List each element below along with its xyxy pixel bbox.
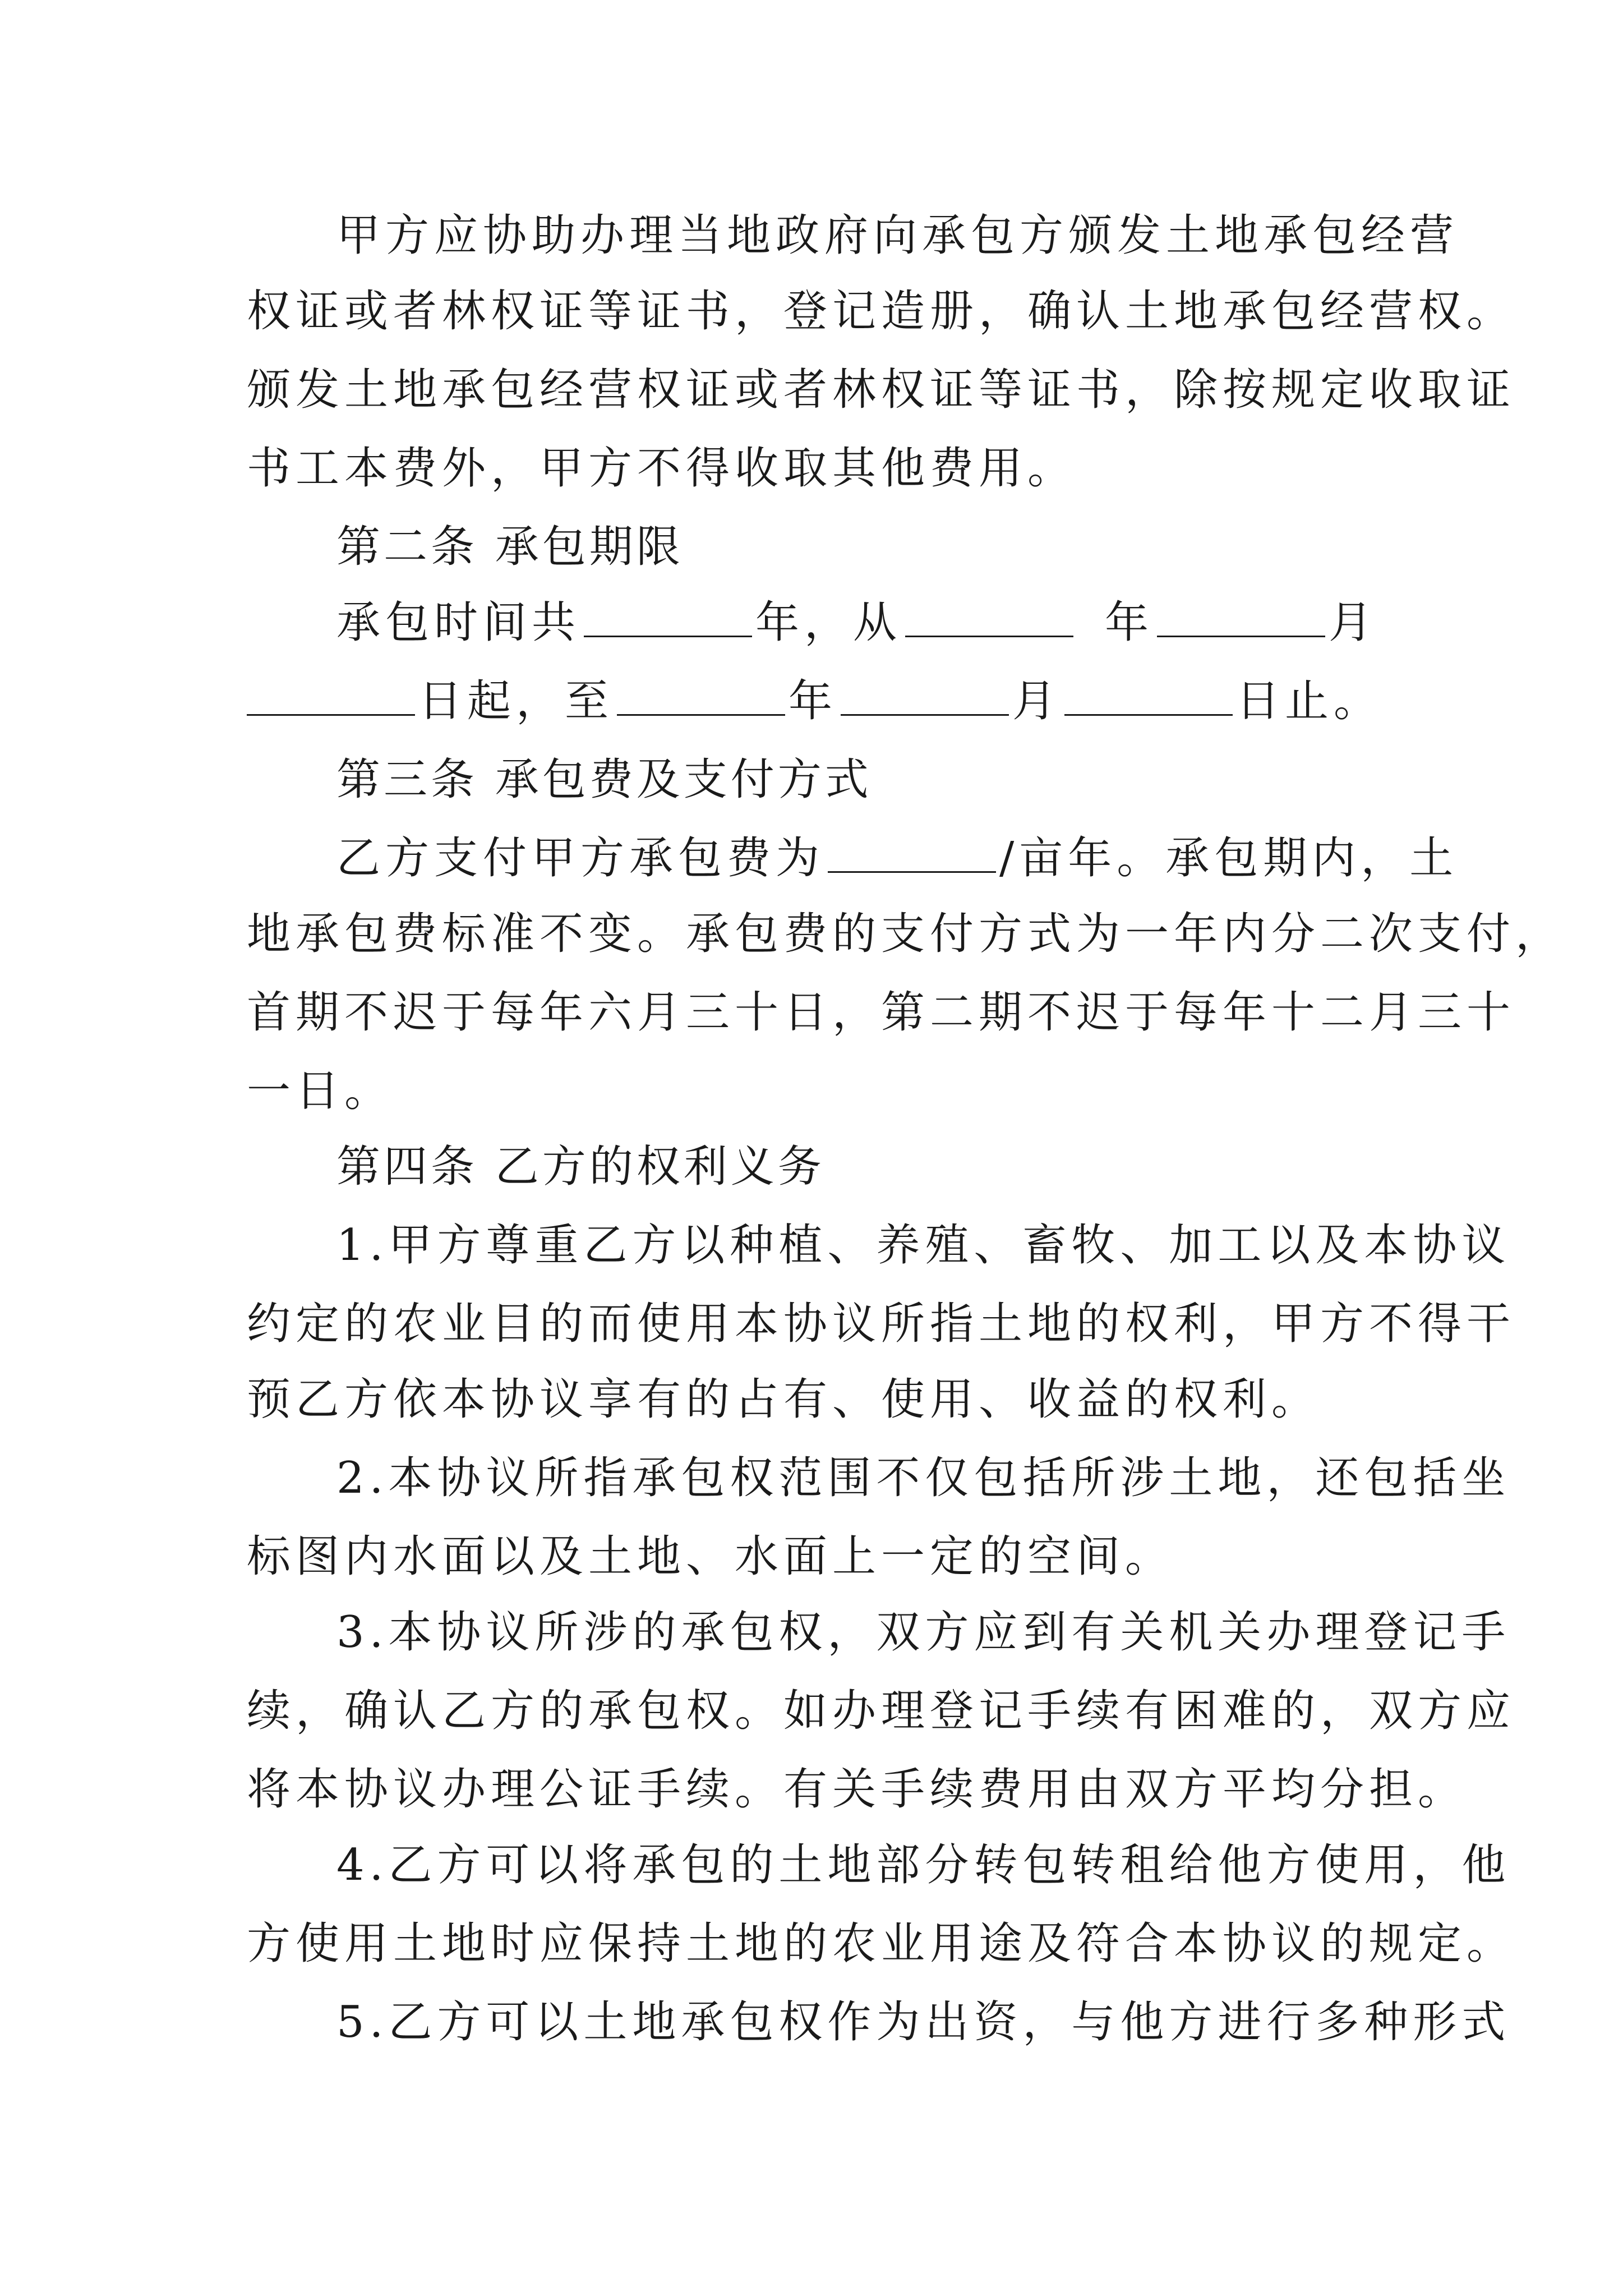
paragraph-line: 甲方应协助办理当地政府向承包方颁发土地承包经营 (336, 210, 1459, 261)
blank-field[interactable] (828, 832, 996, 873)
paragraph-line: 颁发土地承包经营权证或者林权证等证书，除按规定收取证 (247, 365, 1516, 415)
term-text: 日起，至 (418, 676, 614, 726)
term-line-2 (247, 673, 1382, 729)
paragraph-line: 将本协议办理公证手续。有关手续费用由双方平均分担。 (247, 1764, 1467, 1815)
term-text: 年，从 (755, 597, 902, 648)
term-text: 日止。 (1236, 676, 1383, 726)
term-text: 承包时间共 (336, 597, 581, 648)
term-text: 年 (1105, 597, 1154, 648)
term-text: 月 (1329, 597, 1378, 648)
paragraph-line: 1.甲方尊重乙方以种植、养殖、畜牧、加工以及本协议 (336, 1220, 1511, 1271)
section-heading: 第二条 承包期限 (336, 522, 684, 572)
paragraph-line: 一日。 (247, 1066, 394, 1116)
paragraph-line: 3.本协议所涉的承包权，双方应到有关机关办理登记手 (336, 1607, 1511, 1658)
blank-field[interactable] (905, 596, 1073, 637)
fee-line (336, 830, 1458, 886)
paragraph-line: 地承包费标准不变。承包费的支付方式为一年内分二次支付， (247, 909, 1565, 959)
blank-field[interactable] (247, 675, 415, 716)
blank-field[interactable] (1064, 675, 1233, 716)
blank-field[interactable] (584, 596, 752, 637)
blank-field[interactable] (1157, 596, 1325, 637)
paragraph-line: 2.本协议所指承包权范围不仅包括所涉土地，还包括坐 (336, 1453, 1511, 1503)
blank-field[interactable] (617, 675, 785, 716)
paragraph-line: 预乙方依本协议享有的占有、使用、收益的权利。 (247, 1374, 1321, 1425)
paragraph-line: 约定的农业目的而使用本协议所指土地的权利，甲方不得干 (247, 1299, 1516, 1349)
paragraph-line: 方使用土地时应保持土地的农业用途及符合本协议的规定。 (247, 1918, 1516, 1969)
term-text: 月 (1012, 676, 1062, 726)
paragraph-line: 权证或者林权证等证书，登记造册，确认土地承包经营权。 (247, 286, 1516, 337)
fee-text: /亩年。承包期内，土 (999, 833, 1459, 884)
paragraph-line: 续，确认乙方的承包权。如办理登记手续有困难的，双方应 (247, 1686, 1516, 1736)
section-heading: 第三条 承包费及支付方式 (336, 754, 872, 805)
paragraph-line: 4.乙方可以将承包的土地部分转包转租给他方使用，他 (336, 1840, 1511, 1890)
term-line (336, 595, 1377, 651)
paragraph-line: 书工本费外，甲方不得收取其他费用。 (247, 443, 1077, 494)
section-heading: 第四条 乙方的权利义务 (336, 1142, 825, 1192)
paragraph-line: 5.乙方可以土地承包权作为出资，与他方进行多种形式 (336, 1997, 1511, 2047)
paragraph-line: 首期不迟于每年六月三十日，第二期不迟于每年十二月三十 (247, 987, 1516, 1038)
fee-text: 乙方支付甲方承包费为 (336, 833, 825, 884)
term-text: 年 (789, 676, 838, 726)
blank-field[interactable] (841, 675, 1009, 716)
paragraph-line: 标图内水面以及土地、水面上一定的空间。 (247, 1531, 1174, 1582)
